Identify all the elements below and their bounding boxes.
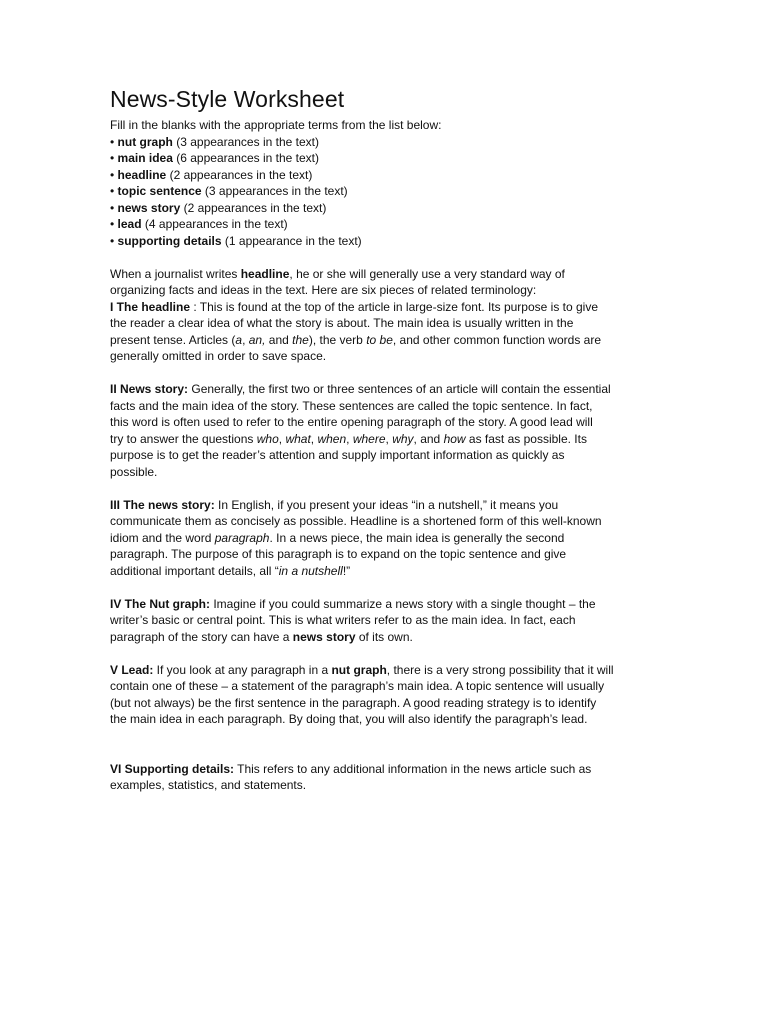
text-run: paragraph. The purpose of this paragraph is to expand on the topic sentence and give <box>110 547 567 561</box>
list-item <box>110 200 670 217</box>
bullet: • <box>110 200 115 215</box>
term-name: topic sentence <box>117 184 202 198</box>
list-item <box>110 167 670 184</box>
text-run: what <box>285 431 311 446</box>
bullet: • <box>110 134 115 149</box>
spacer <box>110 579 670 596</box>
text-run: possible. <box>110 464 158 479</box>
section-label: III The news story: <box>110 497 215 512</box>
text-run: In English, if you present your ideas “in a nutshell,” it means you <box>214 497 559 512</box>
term-count: (2 appearances in the text) <box>169 167 313 182</box>
text-run: , <box>310 431 318 446</box>
section-label: V Lead: <box>110 662 154 677</box>
section-supporting-details <box>110 761 670 794</box>
term-name: headline <box>117 167 167 182</box>
list-item <box>110 216 670 233</box>
text-line <box>110 761 670 778</box>
term-name: lead <box>117 217 142 231</box>
bullet: • <box>110 233 115 248</box>
text-run: an, <box>248 332 266 347</box>
text-run: ), the verb <box>308 332 367 347</box>
spacer <box>110 728 670 761</box>
text-run: headline <box>240 266 290 281</box>
text-run: This refers to any additional information in the news article such as <box>234 761 592 776</box>
term-name: supporting details <box>117 233 222 248</box>
term-count: (6 appearances in the text) <box>176 151 320 165</box>
text-run: , and other common function words are <box>392 332 601 347</box>
text-run: try to answer the questions <box>110 431 257 446</box>
text-line <box>110 662 670 679</box>
text-run: and <box>265 332 293 347</box>
text-line <box>110 497 670 514</box>
text-run: the <box>292 332 309 347</box>
text-run: present tense. Articles ( <box>110 332 236 347</box>
text-line <box>110 348 670 365</box>
term-name: nut graph <box>117 134 173 149</box>
bullet: • <box>110 184 115 198</box>
text-run: to be <box>366 332 393 347</box>
list-item <box>110 134 670 151</box>
text-line <box>110 546 670 563</box>
page-title: News-Style Worksheet <box>110 86 345 112</box>
text-line <box>110 299 670 316</box>
bullet: • <box>110 167 115 182</box>
text-line <box>110 414 670 431</box>
text-line <box>110 464 670 481</box>
text-run: this word is often used to refer to the entire opening paragraph of the story. A good lead will <box>110 415 593 429</box>
text-run: , <box>346 431 353 446</box>
list-item <box>110 150 670 167</box>
text-line <box>110 315 670 332</box>
text-run: !” <box>342 563 351 578</box>
text-run: the reader a clear idea of what the story is about. The main idea is usually written in the <box>110 316 574 330</box>
text-line <box>110 612 670 629</box>
text-run: , and <box>413 431 444 446</box>
section-the-news-story <box>110 497 670 580</box>
section-label: II News story: <box>110 382 189 396</box>
list-item <box>110 183 670 200</box>
spacer <box>110 480 670 497</box>
term-list <box>110 134 670 250</box>
text-line <box>110 266 670 283</box>
text-run: where <box>352 431 386 446</box>
text-run: of its own. <box>355 629 413 644</box>
text-run: who <box>256 431 279 446</box>
text-run: examples, statistics, and statements. <box>110 778 307 792</box>
text-run: , he or she will generally use a very standard way of <box>289 266 565 281</box>
text-run: Generally, the first two or three sentences of an article will contain the essential <box>188 382 611 396</box>
text-run: communicate them as concisely as possible. Headline is a shortened form of this well-known <box>110 514 602 528</box>
text-run: generally omitted in order to save space. <box>110 349 327 363</box>
section-label: VI Supporting details: <box>110 761 235 776</box>
text-run: how <box>443 431 466 446</box>
text-run: the main idea in each paragraph. By doing that, you will also identify the paragraph’s lead. <box>110 712 588 726</box>
text-run: If you look at any paragraph in a <box>153 662 332 677</box>
section-label: IV The Nut graph: <box>110 596 210 611</box>
text-run: as fast as possible. Its <box>465 431 587 446</box>
text-line <box>110 777 670 794</box>
text-run: facts and the main idea of the story. These sentences are called the topic sentence. In fact, <box>110 398 593 413</box>
text-run: why <box>392 431 414 446</box>
text-run: purpose is to get the reader’s attention and supply important information as quickly as <box>110 448 565 462</box>
term-name: news story <box>117 200 181 215</box>
worksheet-body <box>110 117 670 794</box>
text-run: , <box>278 431 286 446</box>
text-run: Imagine if you could summarize a news story with a single thought – the <box>210 596 596 611</box>
text-run: (but not always) be the first sentence in the paragraph. A good reading strategy is to identify <box>110 695 597 710</box>
text-run: a <box>235 332 243 347</box>
text-run: writer’s basic or central point. This is what writers refer to as the main idea. In fact, each <box>110 613 576 627</box>
text-line <box>110 447 670 464</box>
text-line <box>110 332 670 349</box>
section-label: I The headline <box>110 299 191 314</box>
term-count: (3 appearances in the text) <box>204 184 348 198</box>
term-count: (4 appearances in the text) <box>144 217 288 231</box>
text-run: When a journalist writes <box>110 266 241 281</box>
section-lead <box>110 662 670 728</box>
text-line <box>110 711 670 728</box>
spacer <box>110 249 670 266</box>
text-line <box>110 596 670 613</box>
spacer <box>110 645 670 662</box>
text-line <box>110 530 670 547</box>
text-line <box>110 629 670 646</box>
text-run: additional important details, all “ <box>110 563 279 578</box>
text-line <box>110 431 670 448</box>
text-line <box>110 282 670 299</box>
text-run: : This is found at the top of the article in large-size font. Its purpose is to give <box>190 299 599 314</box>
text-line <box>110 678 670 695</box>
term-name: main idea <box>117 151 173 165</box>
text-run: , there is a very strong possibility that it will <box>386 662 614 677</box>
term-count: (3 appearances in the text) <box>176 134 319 149</box>
text-run: paragraph of the story can have a <box>110 629 293 644</box>
text-run: idiom and the word <box>110 530 215 545</box>
bullet: • <box>110 217 115 231</box>
section-news-story <box>110 381 670 480</box>
text-run: . In a news piece, the main idea is generally the second <box>269 530 565 545</box>
text-line <box>110 563 670 580</box>
text-run: when <box>317 431 347 446</box>
text-line <box>110 398 670 415</box>
term-count: (1 appearance in the text) <box>224 233 362 248</box>
text-run: , <box>385 431 393 446</box>
text-run: contain one of these – a statement of the paragraph’s main idea. A topic sentence will usually <box>110 679 605 693</box>
text-run: paragraph <box>214 530 270 545</box>
bullet: • <box>110 151 115 165</box>
text-run: , <box>242 332 249 347</box>
text-run: in a nutshell <box>278 563 343 578</box>
text-line <box>110 695 670 712</box>
text-run: news story <box>292 629 356 644</box>
text-run: organizing facts and ideas in the text. Here are six pieces of related terminology: <box>110 283 537 297</box>
text-run: nut graph <box>331 662 387 677</box>
term-count: (2 appearances in the text) <box>183 200 327 215</box>
instructions-text: Fill in the blanks with the appropriate terms from the list below: <box>110 118 442 132</box>
text-line <box>110 513 670 530</box>
spacer <box>110 365 670 382</box>
instructions <box>110 117 670 134</box>
section-nut-graph <box>110 596 670 646</box>
intro-paragraph <box>110 266 670 299</box>
section-headline <box>110 299 670 365</box>
text-line <box>110 381 670 398</box>
list-item <box>110 233 670 250</box>
